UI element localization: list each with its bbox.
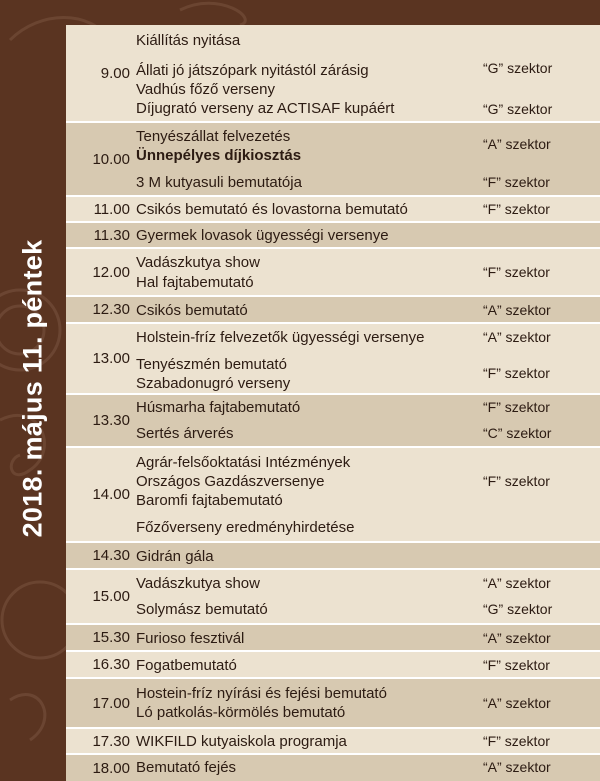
sector-label: “F” szektor bbox=[483, 264, 550, 280]
schedule-row bbox=[66, 625, 600, 652]
sector-label: “F” szektor bbox=[483, 657, 550, 673]
event-name: Hostein-fríz nyírási és fejési bemutató bbox=[136, 685, 387, 702]
event-name: Ló patkolás-körmölés bemutató bbox=[136, 704, 346, 721]
event-name: Csikós bemutató és lovastorna bemutató bbox=[136, 201, 408, 218]
schedule-row bbox=[66, 448, 600, 543]
schedule-row bbox=[66, 755, 600, 781]
event-name: Tenyészállat felvezetés bbox=[136, 128, 291, 145]
event-name: Főzőverseny eredményhirdetése bbox=[136, 519, 355, 536]
sector-label: “A” szektor bbox=[483, 630, 551, 646]
event-name: Holstein-fríz felvezetők ügyességi versenye bbox=[136, 329, 425, 346]
row-time: 9.00 bbox=[100, 64, 130, 82]
event-name: Húsmarha fajtabemutató bbox=[136, 399, 301, 416]
date-title bbox=[0, 0, 66, 777]
event-name: Gidrán gála bbox=[136, 548, 214, 565]
sector-label: “A” szektor bbox=[483, 329, 551, 345]
row-time: 10.00 bbox=[92, 150, 130, 168]
event-name: Országos Gazdászversenye bbox=[136, 473, 325, 490]
event-name: Hal fajtabemutató bbox=[136, 274, 254, 291]
event-name: 3 M kutyasuli bemutatója bbox=[136, 174, 302, 191]
schedule-row bbox=[66, 324, 600, 395]
sector-label: “A” szektor bbox=[483, 575, 551, 591]
schedule-row bbox=[66, 570, 600, 625]
event-name: Vadhús főző verseny bbox=[136, 81, 275, 98]
event-name: Vadászkutya show bbox=[136, 575, 260, 592]
event-name: Kiállítás nyitása bbox=[136, 32, 241, 49]
date-title-text: 2018. május 11. péntek bbox=[17, 239, 48, 538]
schedule-row bbox=[66, 223, 600, 249]
event-name: WIKFILD kutyaiskola programja bbox=[136, 733, 347, 750]
event-name: Agrár-felsőoktatási Intézmények bbox=[136, 454, 351, 471]
schedule-row bbox=[66, 679, 600, 729]
sector-label: “A” szektor bbox=[483, 136, 551, 152]
row-time: 12.00 bbox=[92, 263, 130, 281]
schedule-row bbox=[66, 197, 600, 223]
schedule-row bbox=[66, 297, 600, 324]
event-name: Baromfi fajtabemutató bbox=[136, 492, 283, 509]
row-time: 12.30 bbox=[92, 301, 130, 318]
sector-label: “G” szektor bbox=[483, 60, 553, 76]
schedule-row bbox=[66, 395, 600, 448]
sector-label: “F” szektor bbox=[483, 365, 550, 381]
row-time: 15.00 bbox=[92, 588, 130, 605]
sector-label: “A” szektor bbox=[483, 302, 551, 318]
sector-label: “F” szektor bbox=[483, 733, 550, 749]
sector-label: “F” szektor bbox=[483, 399, 550, 415]
row-time: 17.00 bbox=[92, 694, 130, 712]
event-name-highlight: Ünnepélyes díjkiosztás bbox=[136, 147, 302, 164]
event-name: Tenyészmén bemutató bbox=[136, 356, 287, 373]
event-name: Solymász bemutató bbox=[136, 601, 268, 618]
row-time: 13.00 bbox=[92, 350, 130, 367]
sector-label: “G” szektor bbox=[483, 101, 553, 117]
row-time: 18.00 bbox=[92, 759, 130, 777]
schedule-row bbox=[66, 652, 600, 679]
sector-label: “G” szektor bbox=[483, 601, 553, 617]
schedule-row bbox=[66, 123, 600, 197]
event-name: Díjugrató verseny az ACTISAF kupáért bbox=[136, 100, 395, 117]
event-name: Furioso fesztivál bbox=[136, 630, 245, 647]
event-name: Vadászkutya show bbox=[136, 254, 260, 271]
row-time: 11.00 bbox=[93, 200, 130, 218]
row-time: 13.30 bbox=[92, 412, 130, 429]
row-time: 14.30 bbox=[92, 547, 130, 564]
schedule-row bbox=[66, 25, 600, 123]
row-time: 11.30 bbox=[93, 226, 130, 244]
event-name: Sertés árverés bbox=[136, 425, 234, 442]
event-name: Bemutató fejés bbox=[136, 759, 237, 776]
sector-label: “F” szektor bbox=[483, 174, 550, 190]
event-name: Csikós bemutató bbox=[136, 302, 248, 319]
schedule-row bbox=[66, 729, 600, 755]
event-name: Gyermek lovasok ügyességi versenye bbox=[136, 227, 389, 244]
row-time: 14.00 bbox=[92, 486, 130, 503]
sector-label: “C” szektor bbox=[483, 425, 552, 441]
row-time: 15.30 bbox=[92, 629, 130, 646]
sector-label: “F” szektor bbox=[483, 201, 550, 217]
event-name: Fogatbemutató bbox=[136, 657, 237, 674]
schedule-row bbox=[66, 543, 600, 570]
sector-label: “A” szektor bbox=[483, 695, 551, 711]
event-name: Állati jó játszópark nyitástól zárásig bbox=[136, 62, 369, 79]
sector-label: “A” szektor bbox=[483, 759, 551, 775]
schedule-table bbox=[66, 25, 600, 777]
event-name: Szabadonugró verseny bbox=[136, 375, 291, 392]
row-time: 17.30 bbox=[92, 732, 130, 750]
sector-label: “F” szektor bbox=[483, 473, 550, 489]
schedule-row bbox=[66, 249, 600, 297]
row-time: 16.30 bbox=[92, 656, 130, 673]
